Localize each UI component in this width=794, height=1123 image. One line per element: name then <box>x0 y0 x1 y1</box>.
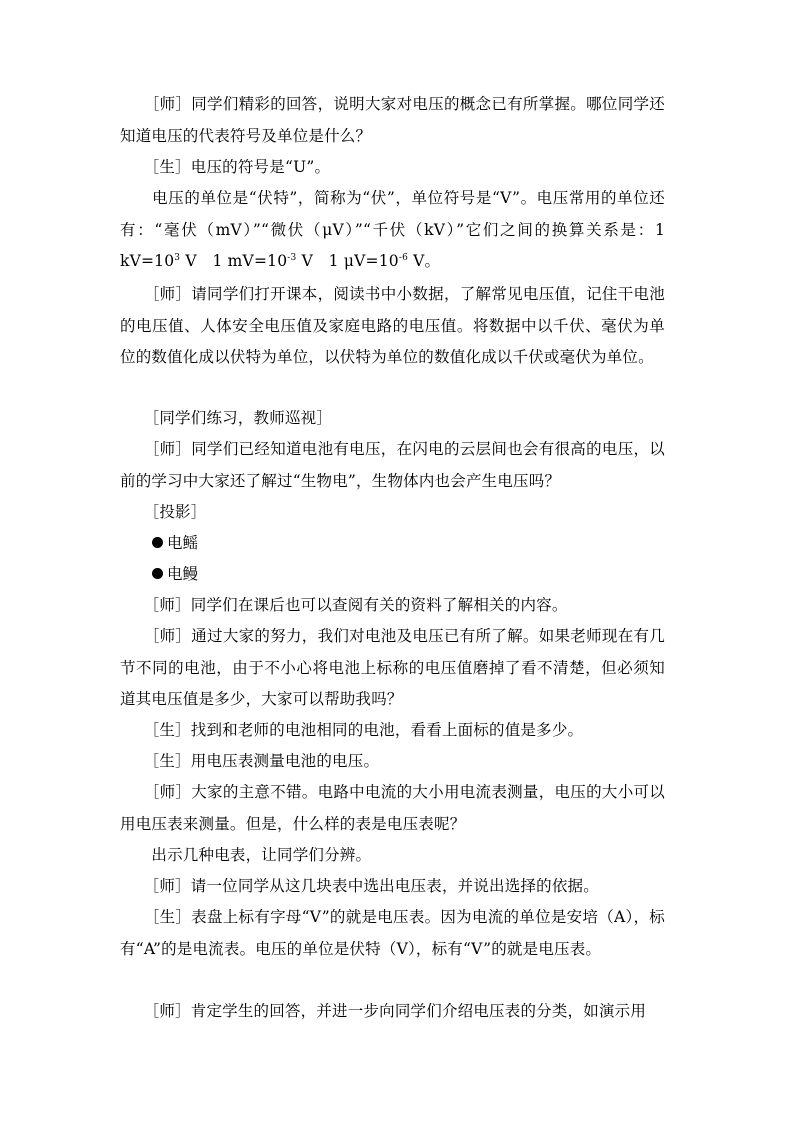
conversion-uv: 1 $\mu V=10^{-6}$ V。 <box>328 252 441 270</box>
paragraph: ［生］电压的符号是“U”。 <box>120 158 331 176</box>
paragraph: ［师］同学们已经知道电池有电压，在闪电的云层间也会有很高的电压，以前的学习中大家还了解过“生物电”，生物体内也会产生电压吗？ <box>120 440 665 490</box>
paragraph-text: 电压的单位是“伏特”，简称为“伏”，单位符号是“V”。电压常用的单位还有：“毫伏（mV）”“微伏（μV）”“千伏（kV）”它们之间的换算关系是： <box>120 189 665 239</box>
paragraph: ［师］同学们精彩的回答，说明大家对电压的概念已有所掌握。哪位同学还知道电压的代表符号及单位是什么？ <box>120 95 665 145</box>
paragraph: ［师］请一位同学从这几块表中选出电压表，并说出选择的依据。 <box>120 877 599 895</box>
paragraph: ［师］通过大家的努力，我们对电池及电压已有所了解。如果老师现在有几节不同的电池，由于不小心将电池上标称的电压值磨掉了看不清楚，但必须知道其电压值是多少，大家可以帮助我吗？ <box>120 627 665 708</box>
paragraph: ［生］找到和老师的电池相同的电池，看看上面标的值是多少。 <box>120 721 584 739</box>
conversion-mv: 1 $mV=10^{-3}$ V <box>212 252 329 270</box>
paragraph: ［投影］ <box>120 503 207 521</box>
paragraph: 出示几种电表，让同学们分辨。 <box>120 846 372 864</box>
paragraph-unit-conversion <box>120 183 665 278</box>
conversion-kv: 1 $kV=10^3$ V <box>120 220 665 270</box>
paragraph: ［生］表盘上标有字母“V”的就是电压表。因为电流的单位是安培（A），标有“A”的是电流表。电压的单位是伏特（V），标有“V”的就是电压表。 <box>120 908 665 958</box>
bullet-dot-icon <box>152 568 163 579</box>
paragraph: ［师］请同学们打开课本，阅读书中小数据，了解常见电压值，记住干电池的电压值、人体安全电压值及家庭电路的电压值。将数据中以千伏、毫伏为单位的数值化成以伏特为单位，以伏特为单位的数值化成以千伏或毫伏为单位。 <box>120 285 665 366</box>
paragraph: ［师］大家的主意不错。电路中电流的大小用电流表测量，电压的大小可以用电压表来测量。但是，什么样的表是电压表呢？ <box>120 783 665 833</box>
paragraph: ［同学们练习，教师巡视］ <box>120 409 333 427</box>
bullet-item: 电鳗 <box>152 559 198 591</box>
bullet-dot-icon <box>152 537 163 548</box>
paragraph: ［师］同学们在课后也可以查阅有关的资料了解相关的内容。 <box>120 596 568 614</box>
paragraph: ［师］肯定学生的回答，并进一步向同学们介绍电压表的分类，如演示用 <box>120 1002 647 1020</box>
paragraph: ［生］用电压表测量电池的电压。 <box>120 752 380 770</box>
bullet-item: 电鳐 <box>152 528 198 560</box>
